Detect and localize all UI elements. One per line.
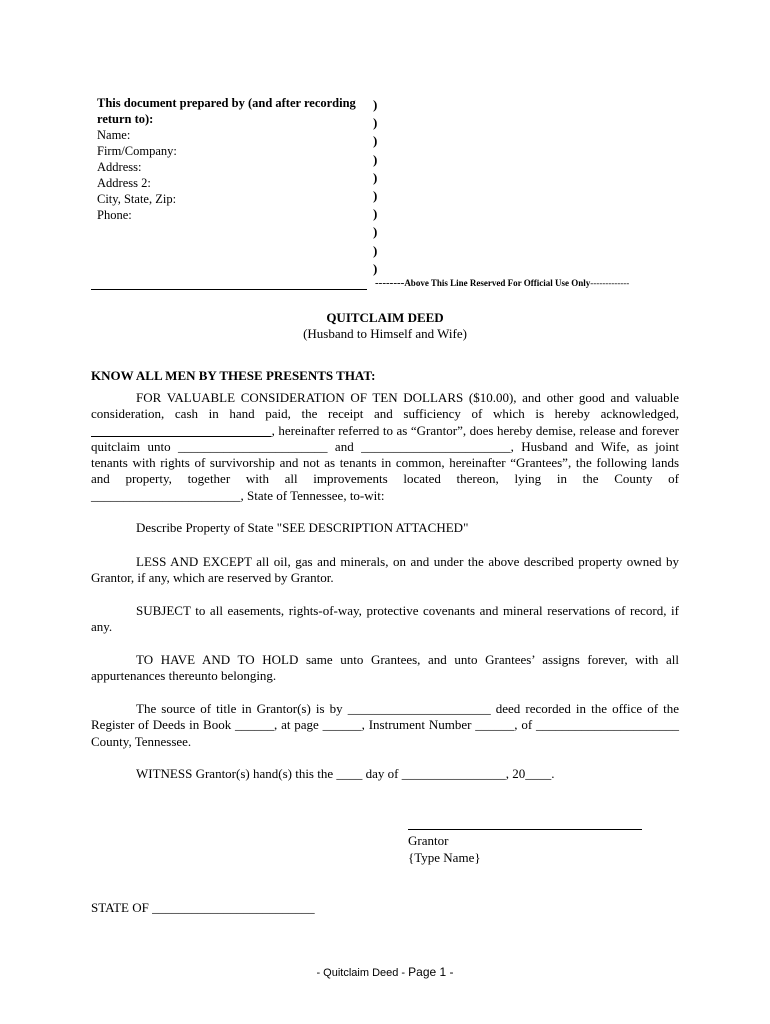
subject-to-paragraph: SUBJECT to all easements, rights-of-way, protective covenants and mineral reservations of record, if any. (91, 603, 679, 635)
source-of-title-paragraph: The source of title in Grantor(s) is by ______________________ deed recorded in the office of the Register of Deeds in Book ______, at page ______, Instrument Number ______, of ______________________ County, Tennessee. (91, 701, 679, 749)
page-footer (0, 965, 770, 979)
prepared-city-label: City, State, Zip: (97, 192, 177, 206)
bracket: ) (373, 224, 378, 240)
prepared-phone-label: Phone: (97, 208, 132, 222)
state-of-line: STATE OF _________________________ (91, 900, 315, 915)
prepared-by-heading: This document prepared by (and after recording return to): (97, 96, 356, 126)
prepared-name-label: Name: (97, 128, 131, 142)
consideration-text-a: FOR VALUABLE CONSIDERATION OF TEN DOLLARS ($10.00), and other good and valuable consideration, cash in hand paid, the receipt and sufficiency of which is hereby acknowledged, (91, 390, 679, 422)
bracket: ) (373, 260, 378, 276)
bracket: ) (373, 151, 378, 167)
prepared-firm-label: Firm/Company: (97, 144, 177, 158)
property-description: Describe Property of State "SEE DESCRIPTION ATTACHED" (136, 520, 469, 535)
document-subtitle: (Husband to Himself and Wife) (303, 326, 467, 341)
bracket: ) (373, 133, 378, 149)
document-title: QUITCLAIM DEED (326, 310, 444, 325)
official-use-text: Above This Line Reserved For Official Use Only (404, 278, 591, 288)
bracket: ) (373, 97, 378, 112)
bracket: ) (373, 242, 378, 258)
consideration-paragraph (91, 390, 679, 504)
footer-page-number: Page 1 - (408, 965, 454, 979)
prepared-address2-label: Address 2: (97, 176, 151, 190)
official-use-divider (91, 289, 367, 290)
grantor-name-blank (91, 423, 272, 438)
bracket: ) (373, 206, 378, 222)
consideration-text-b: , hereinafter referred to as “Grantor”, does hereby demise, release and forever quitclaim unto _______________________ and _______________________, Husband and Wife, as joint tenants with rights of survivorship and not as tenants in common, hereinafter “Grantees”, the following lands and property, together with all improvements located thereon, lying in the County of _______________________, State of Tennessee, to-wit: (91, 422, 679, 503)
grantor-label: Grantor (408, 833, 449, 848)
bracket-column (373, 96, 377, 278)
know-all-heading: KNOW ALL MEN BY THESE PRESENTS THAT: (91, 368, 376, 383)
witness-paragraph: WITNESS Grantor(s) hand(s) this the ____ day of ________________, 20____. (136, 766, 555, 781)
official-use-trail: ------------- (590, 278, 630, 288)
bracket: ) (373, 115, 378, 131)
prepared-by-block (97, 95, 372, 223)
prepared-address-label: Address: (97, 160, 142, 174)
official-use-notice (375, 277, 629, 289)
bracket: ) (373, 169, 378, 185)
grantor-signature-block (408, 833, 481, 866)
official-use-lead: -------- (375, 277, 405, 289)
footer-document-name: - Quitclaim Deed - (316, 967, 409, 979)
grantor-type-name: {Type Name} (408, 849, 481, 865)
less-and-except-paragraph: LESS AND EXCEPT all oil, gas and minerals, on and under the above described property owned by Grantor, if any, which are reserved by Grantor. (91, 554, 679, 586)
bracket: ) (373, 188, 378, 204)
habendum-paragraph: TO HAVE AND TO HOLD same unto Grantees, and unto Grantees’ assigns forever, with all appurtenances thereunto belonging. (91, 652, 679, 684)
grantor-signature-line (408, 829, 642, 830)
